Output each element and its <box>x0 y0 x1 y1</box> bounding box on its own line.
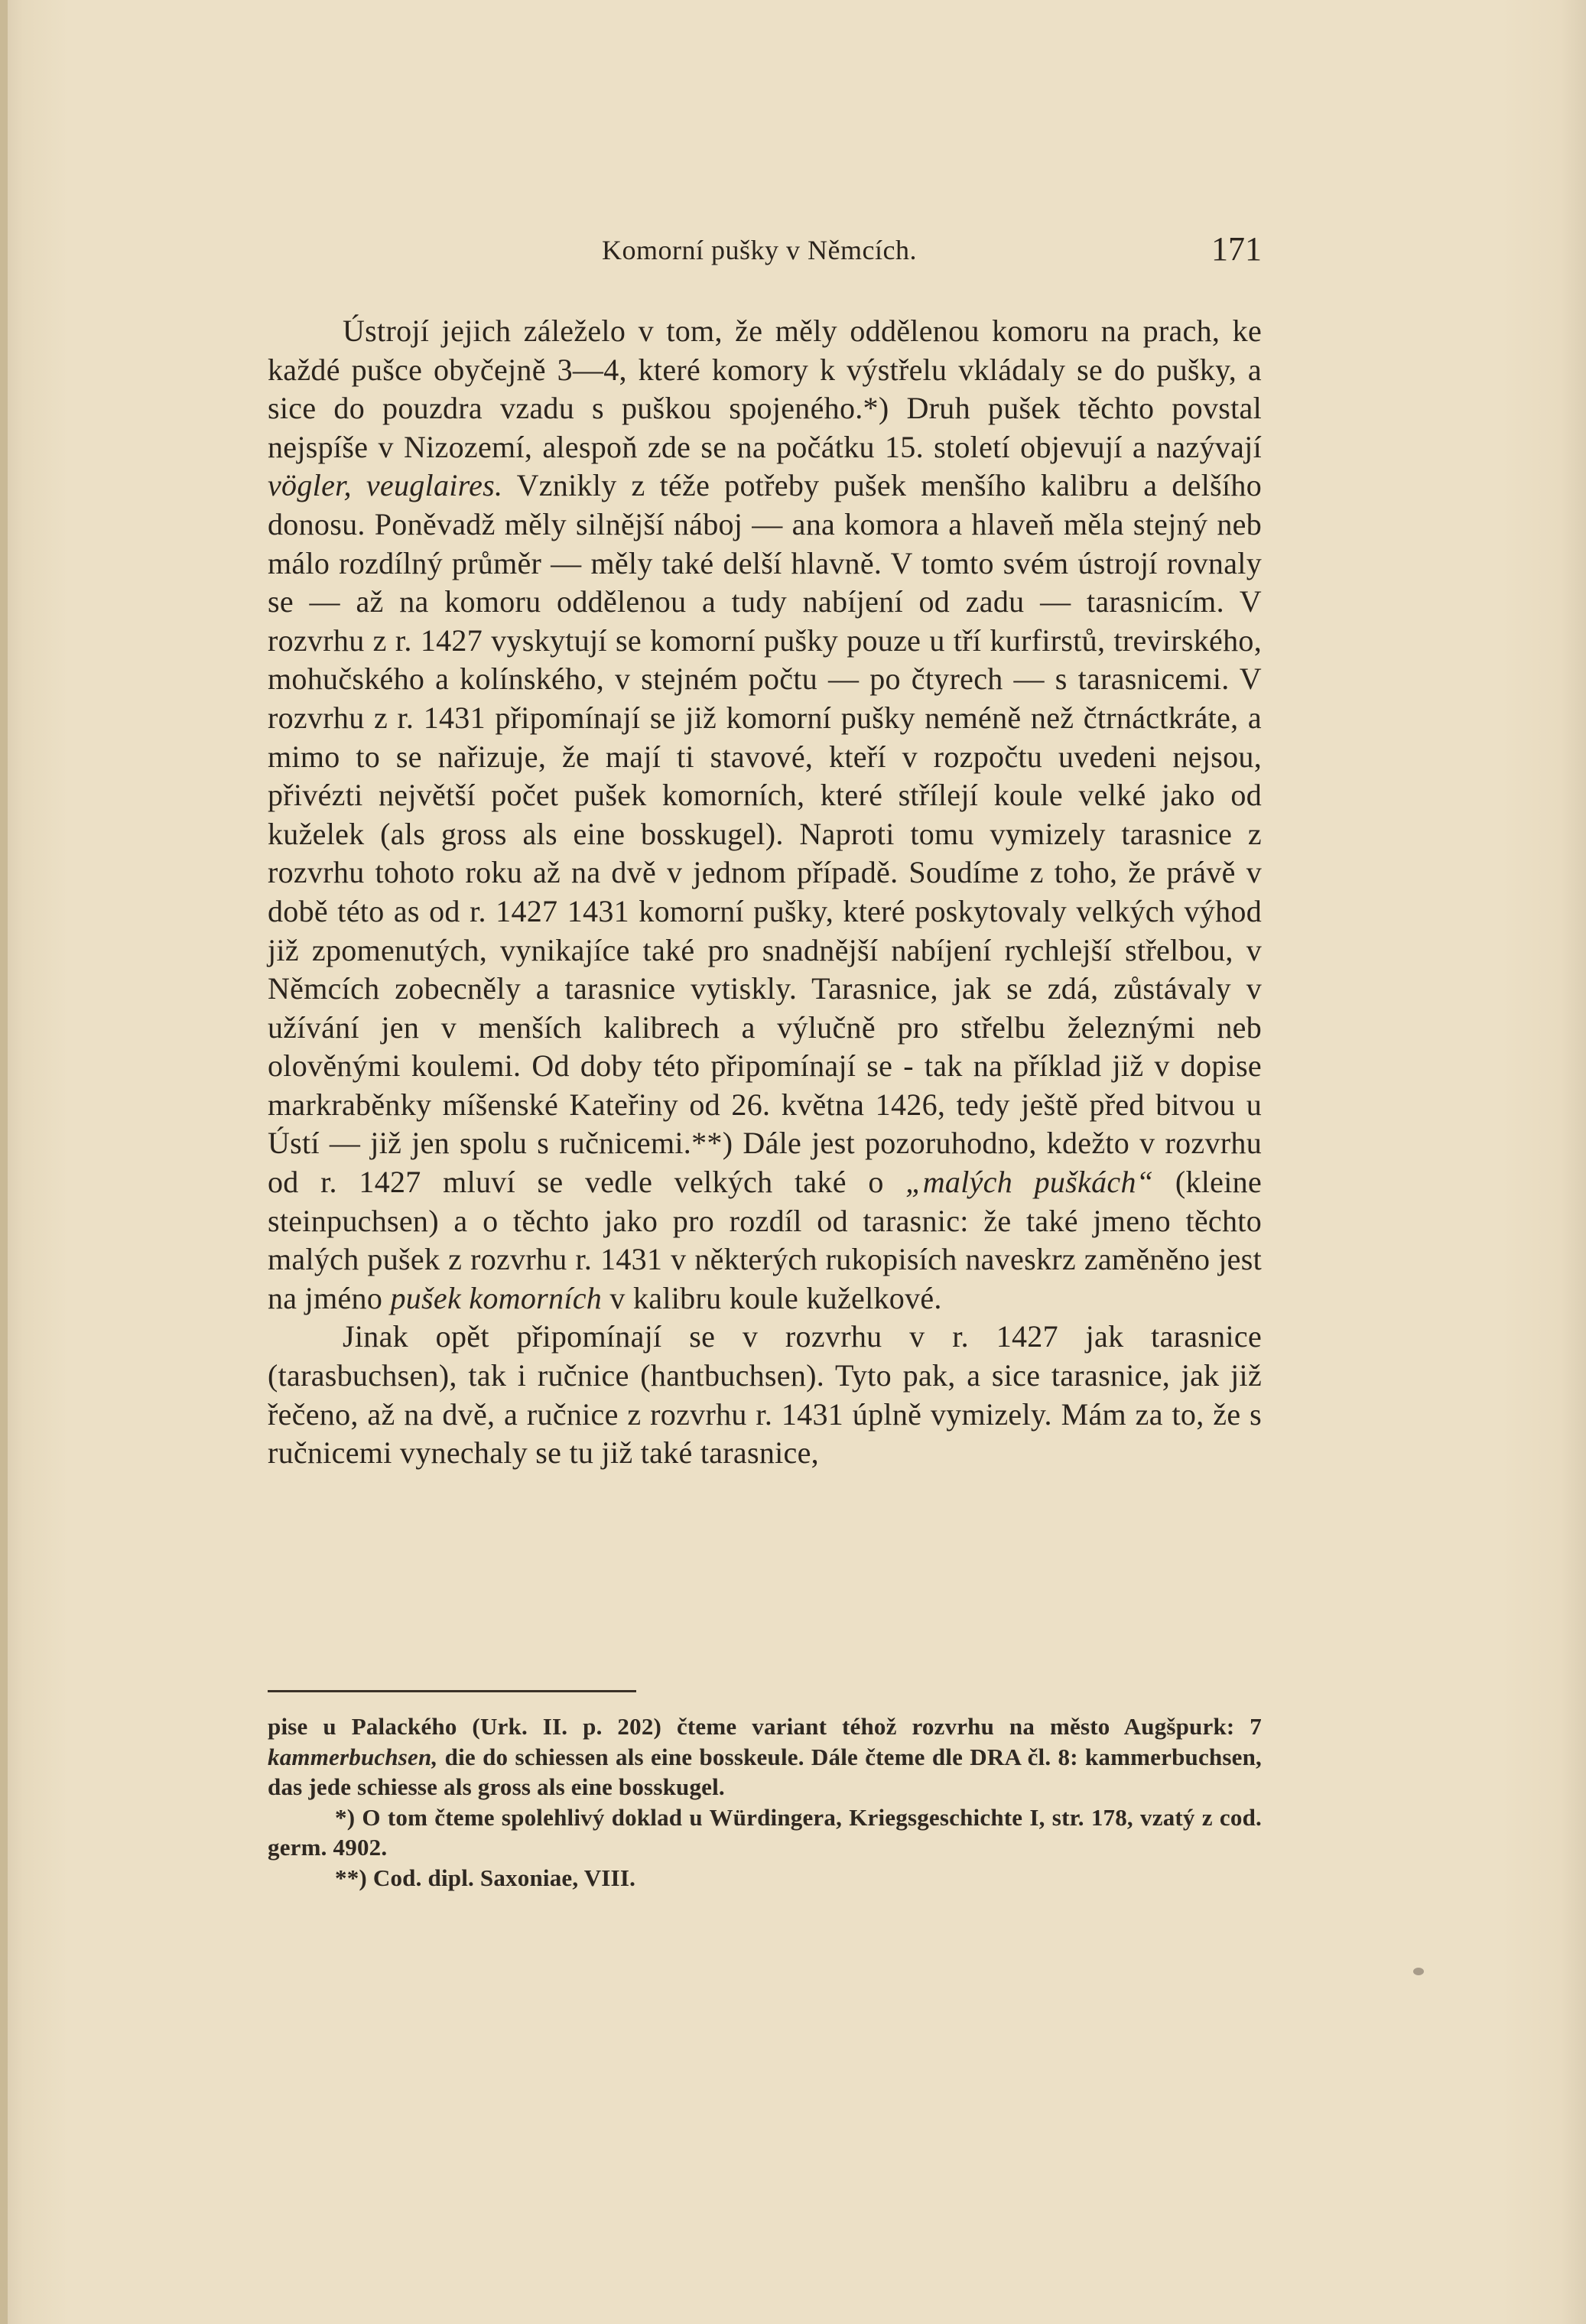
page-number: 171 <box>1211 230 1262 268</box>
binding-edge <box>0 0 8 2324</box>
text-run: Ústrojí jejich záleželo v tom, že měly oddělenou komoru na prach, ke každé pušce obyčejně 3—4, které komory k výstřelu vkládaly se do pušky, a sice do pouzdra vzadu s puškou spojeného.*) Druh pušek těchto povstal nejspíše v Nizozemí, alespoň zde se na počátku 15. století objevují a nazývají <box>268 314 1262 464</box>
footnote: *) O tom čteme spolehlivý doklad u Würdingera, Kriegsgeschichte I, str. 178, vzatý z cod. germ. 4902. <box>268 1803 1262 1861</box>
term-italic: pušek komorních <box>390 1280 603 1315</box>
text-run: die do schiessen als eine bosskeule. Dále čteme dle DRA čl. 8: kammerbuchsen, das jede schiesse als gross als eine bosskugel. <box>268 1743 1262 1800</box>
text-run: (kleine steinpuchsen) a o těchto jako pro rozdíl od tarasnic: že také jmeno těchto malých pušek z rozvrhu r. 1431 v některých rukopisích naveskrz zaměněno jest na jméno <box>268 1165 1262 1315</box>
page-header <box>268 228 1262 281</box>
footnotes <box>268 1711 1262 1893</box>
footnote: **) Cod. dipl. Saxoniae, VIII. <box>335 1864 636 1891</box>
text-run: pise u Palackého (Urk. II. p. 202) čteme variant téhož rozvrhu na město Augšpurk: 7 <box>268 1713 1262 1740</box>
term-italic: vögler, veuglaires. <box>268 468 503 503</box>
footnote-continuation <box>268 1711 1262 1802</box>
paragraph: Jinak opět připomínají se v rozvrhu v r. 1427 jak tarasnice (tarasbuchsen), tak i ručnice (hantbuchsen). Tyto pak, a sice tarasnice, jak již řečeno, až na dvě, a ručnice z rozvrhu r. 1431 úplně vymizely. Mám za to, že s ručnicemi vynechaly se tu již také tarasnice, <box>268 1319 1262 1471</box>
text-run: Vznikly z téže potřeby pušek menšího kalibru a delšího donosu. Poněvadž měly silnější náboj — ana komora a hlaveň měla stejný neb málo rozdílný průměr — měly také delší hlavně. V tomto svém ústrojí rovnaly se — až na komoru oddělenou a tudy nabíjení od zadu — tarasnicím. V rozvrhu z r. 1427 vyskytují se komorní pušky pouze u tří kurfirstů, trevirského, mohučského a kolínského, v stejném počtu — po čtyrech — s tarasnicemi. V rozvrhu z r. 1431 připomínají se již komorní pušky neméně než čtrnáctkráte, a mimo to se nařizuje, že mají ti stavové, kteří v rozpočtu uvedeni nejsou, přivézti největší počet pušek komorních, které střílejí koule velké jako od kuželek (als gross als eine bosskugel). Naproti tomu vymizely tarasnice z rozvrhu tohoto roku až na dvě v jednom případě. Soudíme z toho, že právě v době této as od r. 1427 1431 komorní pušky, které poskytovaly velkých výhod již zpomenutých, vynikajíce také pro snadnější nabíjení rychlejší střelbou, v Němcích zobecněly a tarasnice vytiskly. Tarasnice, jak se zdá, zůstávaly v užívání jen v menších kalibrech a výlučně pro střelbu železnými neb olověnými koulemi. Od doby této připomínají se - tak na příklad již v dopise markraběnky míšenské Kateřiny od 26. května 1426, tedy ještě před bitvou u Ústí — již jen spolu s ručnicemi.**) Dále jest pozoruhodno, kdežto v rozvrhu od r. 1427 mluví se vedle velkých také o <box>268 468 1262 1200</box>
footnote-rule <box>268 1690 636 1692</box>
running-head: Komorní pušky v Němcích. <box>602 235 917 265</box>
paragraph <box>268 312 1262 1318</box>
ink-smudge <box>1413 1968 1424 1975</box>
text-run: v kalibru koule kuželkové. <box>602 1280 942 1315</box>
term-italic: kammerbuchsen, <box>268 1743 438 1770</box>
quote-italic: „malých puškách“ <box>905 1165 1154 1200</box>
body-text <box>268 312 1262 1473</box>
